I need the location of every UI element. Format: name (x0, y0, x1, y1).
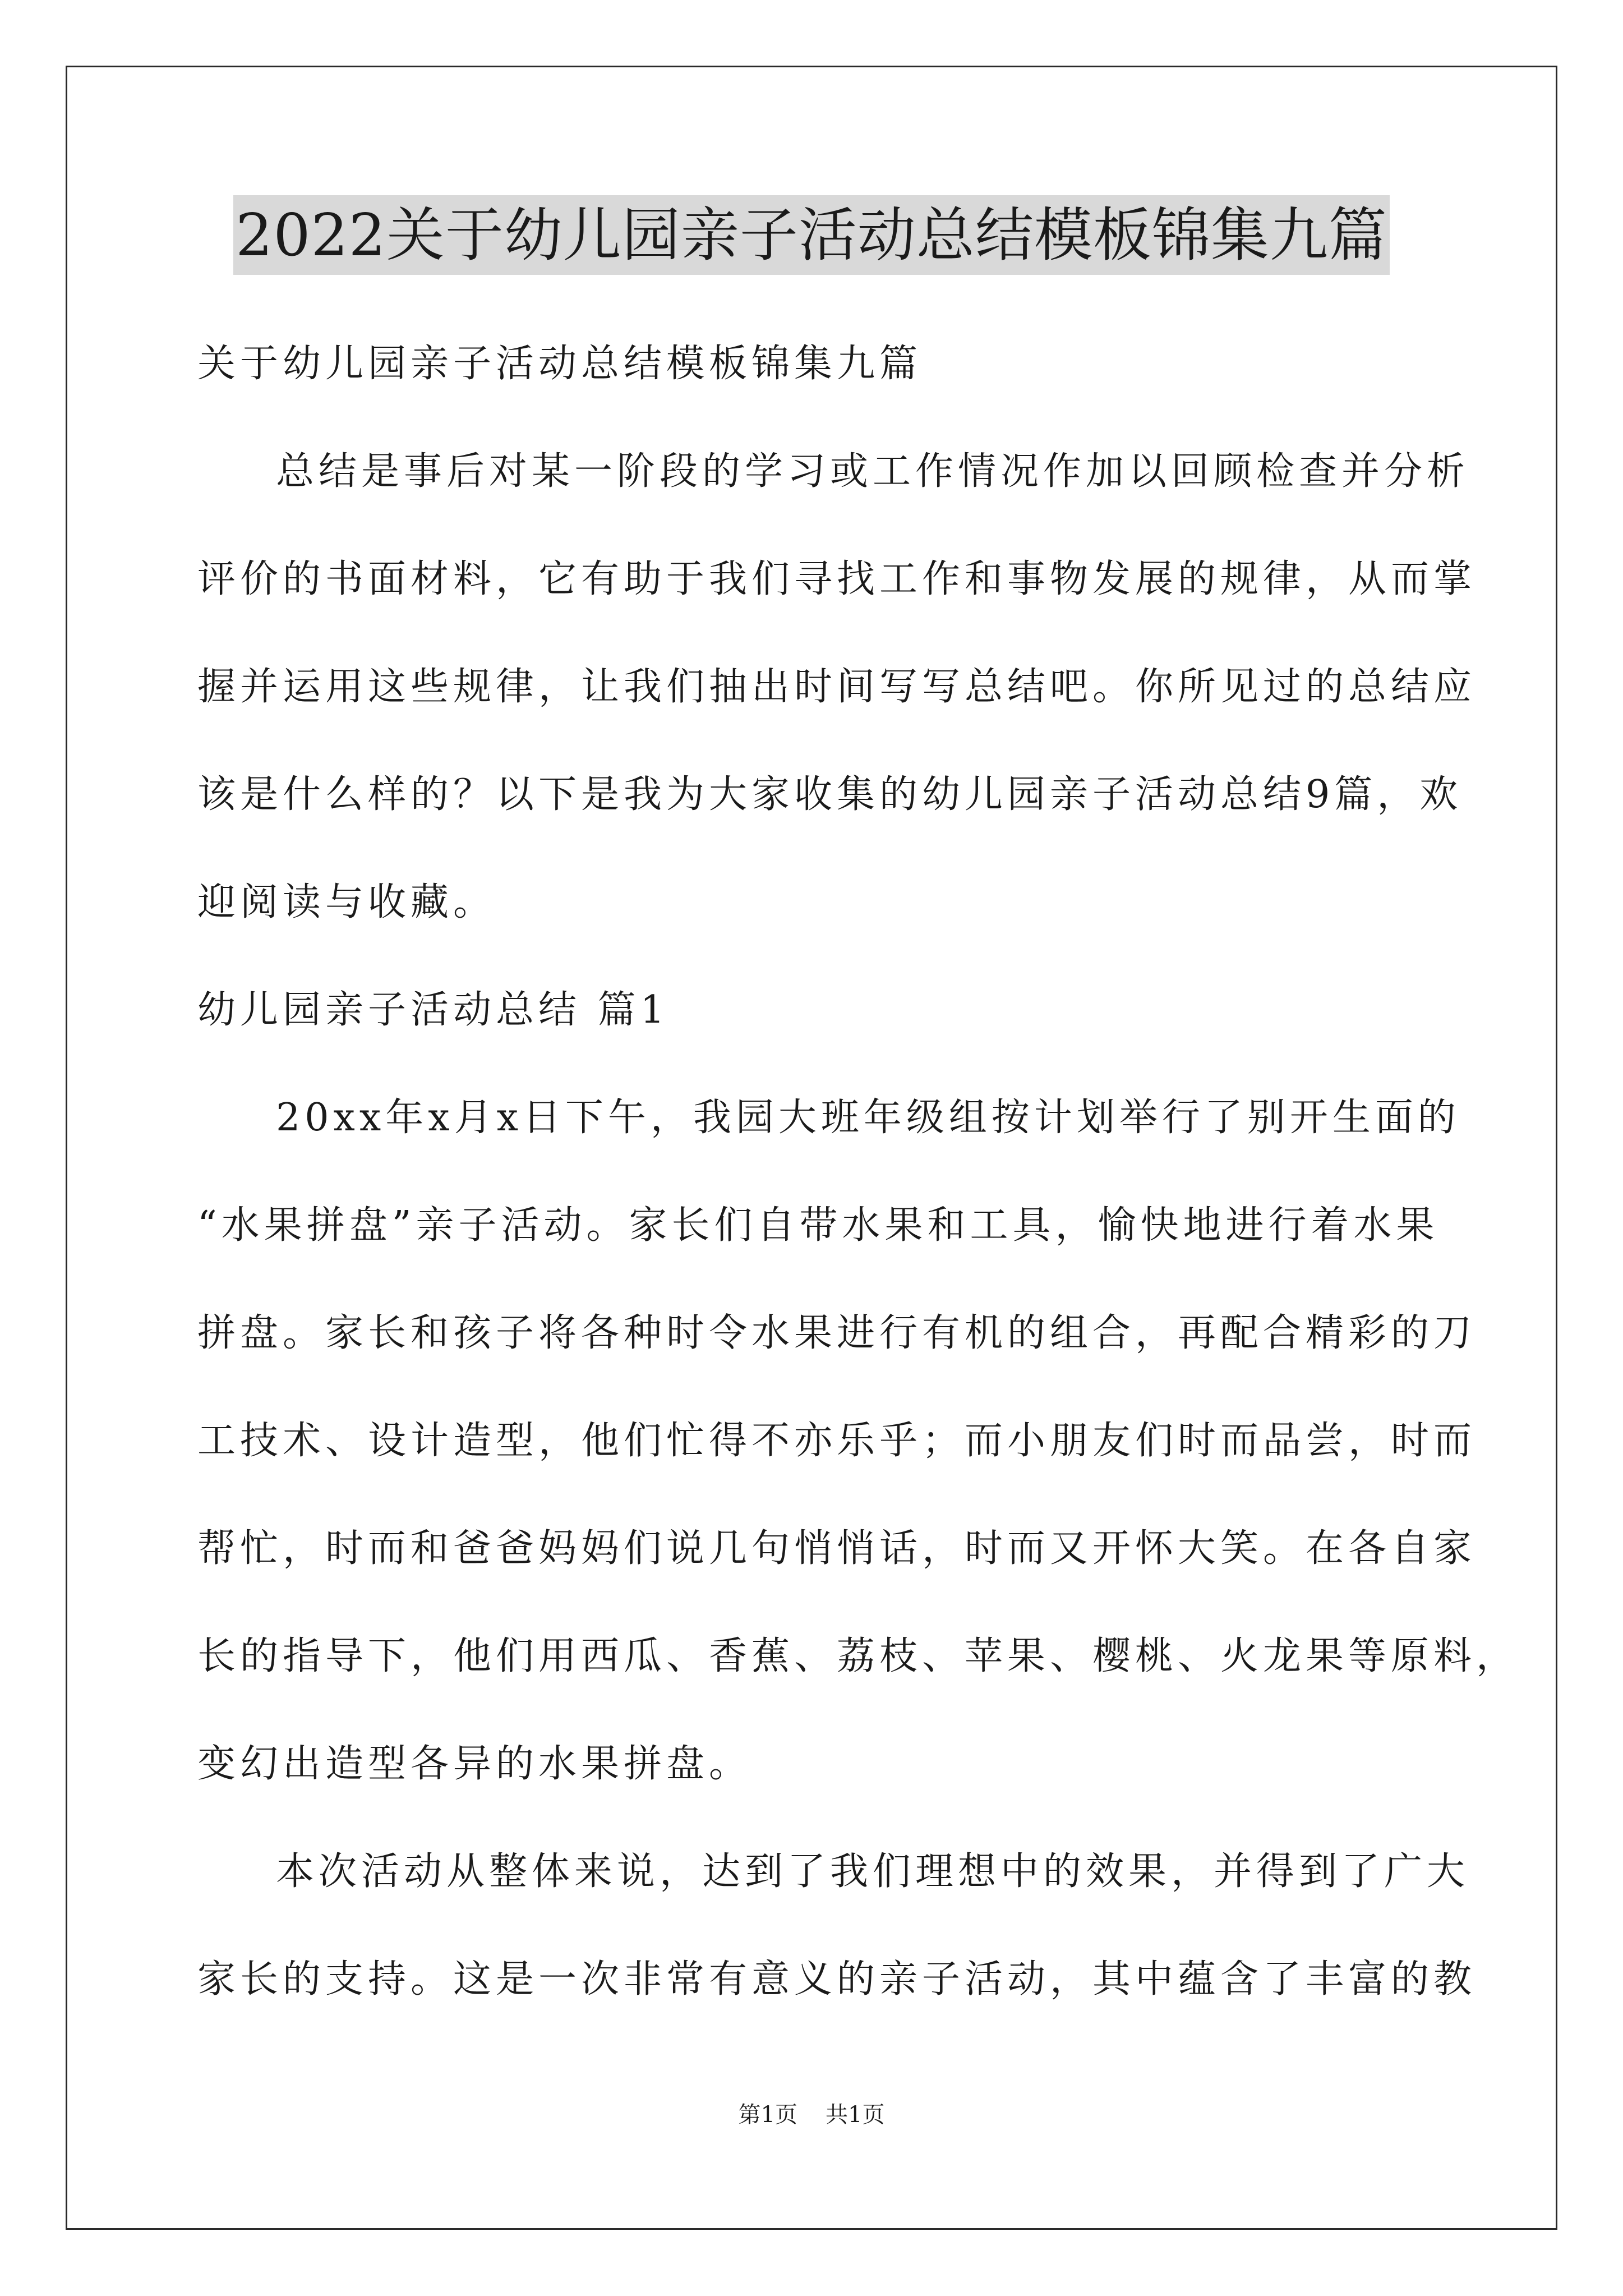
text-line: 帮忙，时而和爸爸妈妈们说几句悄悄话，时而又开怀大笑。在各自家 (197, 1526, 1477, 1571)
text-line: 变幻出造型各异的水果拼盘。 (197, 1742, 752, 1786)
paragraph (197, 1064, 1519, 1818)
text-line: 本次活动从整体来说，达到了我们理想中的效果，并得到了广大 (276, 1849, 1470, 1894)
text-line: 工技术、设计造型，他们忙得不亦乐乎；而小朋友们时而品尝，时而 (197, 1419, 1477, 1463)
page-total: 共1页 (826, 2102, 885, 2128)
paragraph (197, 310, 1431, 418)
text-line: 家长的支持。这是一次非常有意义的亲子活动，其中蕴含了丰富的教 (197, 1957, 1477, 2001)
text-line: 迎阅读与收藏。 (197, 880, 496, 924)
text-line: 该是什么样的？以下是我为大家收集的幼儿园亲子活动总结9篇，欢 (197, 772, 1463, 817)
paragraph (197, 956, 1431, 1064)
document-title: 2022关于幼儿园亲子活动总结模板锦集九篇 (233, 195, 1390, 275)
document-body (197, 310, 1519, 2033)
text-line: 总结是事后对某一阶段的学习或工作情况作加以回顾检查并分析 (276, 449, 1470, 494)
text-line: 拼盘。家长和孩子将各种时令水果进行有机的组合，再配合精彩的刀 (197, 1311, 1477, 1355)
text-line: 关于幼儿园亲子活动总结模板锦集九篇 (197, 342, 923, 386)
text-line: 长的指导下，他们用西瓜、香蕉、荔枝、苹果、樱桃、火龙果等原料， (197, 1634, 1519, 1678)
title-container (0, 195, 1623, 275)
paragraph (197, 1818, 1477, 2033)
text-line: 评价的书面材料，它有助于我们寻找工作和事物发展的规律，从而掌 (197, 557, 1477, 601)
text-line: 幼儿园亲子活动总结 篇1 (197, 988, 669, 1032)
text-line: 20xx年x月x日下午，我园大班年级组按计划举行了别开生面的 (276, 1096, 1460, 1140)
text-line: 握并运用这些规律，让我们抽出时间写写总结吧。你所见过的总结应 (197, 665, 1477, 709)
paragraph (197, 418, 1477, 956)
text-line: “水果拼盘”亲子活动。家长们自带水果和工具，愉快地进行着水果 (197, 1203, 1439, 1248)
page-footer (0, 2098, 1623, 2132)
page-number: 第1页 (738, 2102, 797, 2128)
